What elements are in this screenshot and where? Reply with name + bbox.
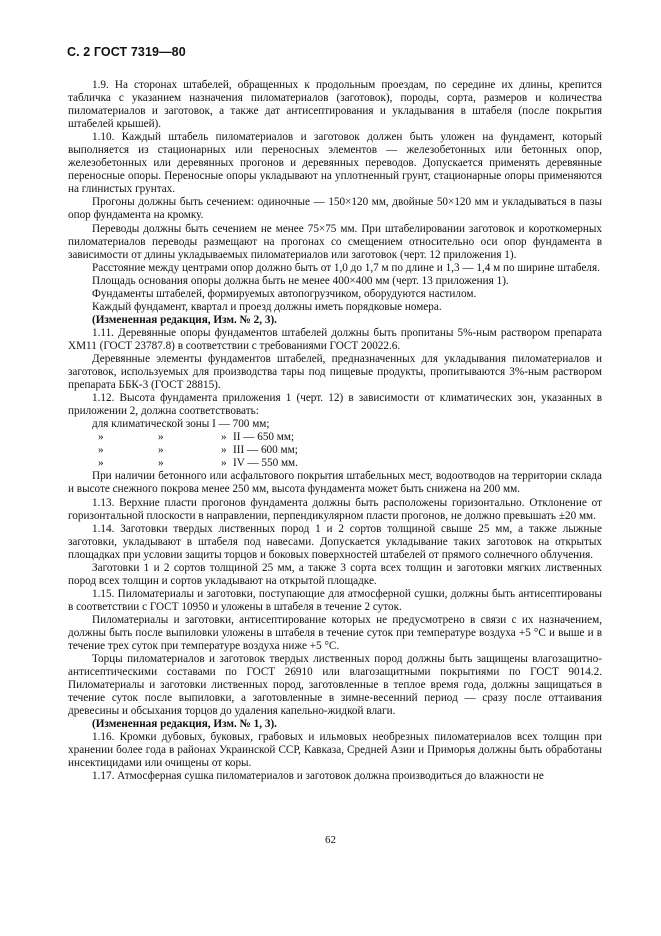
paragraph-1-13: 1.13. Верхние пласти прогонов фундамента должны быть расположены горизонтально. Отклонение от горизонтальной плоскости в направлении, перпендикулярном пласти прогонов, не должно превышать ±20 мм. xyxy=(68,496,602,522)
page-number: 62 xyxy=(325,834,336,846)
climate-zone-row-3 xyxy=(92,444,602,457)
paragraph-numbering: Каждый фундамент, квартал и проезд должны иметь порядковые номера. xyxy=(92,300,442,313)
paragraph-1-17: 1.17. Атмосферная сушка пиломатериалов и заготовок должна производиться до влажности не xyxy=(92,770,544,783)
ditto-mark: » xyxy=(98,457,104,470)
paragraph-end-protection: Торцы пиломатериалов и заготовок твердых лиственных пород должны быть защищены влагозащитно-антисептическими составами по ГОСТ 26910 или влагозащитными покрытиями по ГОСТ 9014.2. Пиломатериалы и заготовки лиственных пород, заготовленные в теплое время года, должны защищаться в течение суток после выпиловки, а заготовленные в зимне-весенний период — сразу после оттаивания древесины и обсыхания торцов до удаления капельно-жидкой влаги. xyxy=(68,653,602,718)
paragraph-no-antiseptic: Пиломатериалы и заготовки, антисептирование которых не предусмотрено в связи с их назначением, должны быть после выпиловки уложены в штабеля в течение суток при температуре воздуха +5 °С и выше и в течение трех суток при температуре воздуха ниже +5 °С. xyxy=(68,613,602,653)
climate-zone-list xyxy=(92,418,602,470)
zone-height: II — 650 мм; xyxy=(233,431,295,444)
ditto-mark: » xyxy=(98,444,104,457)
paragraph-1-14: 1.14. Заготовки твердых лиственных пород 1 и 2 сортов толщиной свыше 25 мм, а также лыжные заготовки, укладывают в штабеля под навесами. Допускается укладывание таких заготовок на открытых площадках при условии защиты торцов и боковых поверхностей штабелей от прямого солнечного облучения. xyxy=(68,522,602,561)
paragraph-wood-elements: Деревянные элементы фундаментов штабелей, предназначенных для укладывания пиломатериалов и заготовок, используемых для производства тары под пищевые продукты, пропитываются 3%-ным раствором препарата ББК-3 (ГОСТ 28815). xyxy=(68,352,602,392)
climate-zone-row-1: для климатической зоны I — 700 мм; xyxy=(92,418,270,431)
document-body xyxy=(68,79,602,784)
paragraph-foundation-flooring: Фундаменты штабелей, формируемых автопогрузчиком, оборудуются настилом. xyxy=(92,287,477,300)
amendment-note-1: (Измененная редакция, Изм. № 2, 3). xyxy=(92,313,277,326)
ditto-mark: » xyxy=(221,457,227,470)
ditto-mark: » xyxy=(158,457,164,470)
paragraph-1-15: 1.15. Пиломатериалы и заготовки, поступающие для атмосферной сушки, должны быть антисептированы в соответствии с ГОСТ 10950 и уложены в штабеля в течение 2 суток. xyxy=(68,587,602,613)
amendment-note-2: (Измененная редакция, Изм. № 1, 3). xyxy=(92,718,277,731)
ditto-mark: » xyxy=(158,444,164,457)
climate-zone-row-2 xyxy=(92,431,602,444)
paragraph-concrete-coverage: При наличии бетонного или асфальтового покрытия штабельных мест, водоотводов на территории склада и высоте снежного покрова менее 250 мм, высота фундамента может быть снижена на 200 мм. xyxy=(68,470,602,496)
paragraph-open-storage: Заготовки 1 и 2 сортов толщиной 25 мм, а также 3 сорта всех толщин и заготовки мягких лиственных пород всех толщин и сортов укладывают на открытой площадке. xyxy=(68,561,602,587)
page-header: С. 2 ГОСТ 7319—80 xyxy=(67,45,186,59)
ditto-mark: » xyxy=(98,431,104,444)
zone-height: III — 600 мм; xyxy=(233,444,298,457)
climate-zone-row-4 xyxy=(92,457,602,470)
zone-height: IV — 550 мм. xyxy=(233,457,298,470)
ditto-mark: » xyxy=(158,431,164,444)
paragraph-support-distance: Расстояние между центрами опор должно быть от 1,0 до 1,7 м по длине и 1,3 — 1,4 м по ширине штабеля. xyxy=(92,261,600,274)
paragraph-1-12: 1.12. Высота фундамента приложения 1 (черт. 12) в зависимости от климатических зон, указанных в приложении 2, должна соответствовать: xyxy=(68,392,602,418)
paragraph-support-area: Площадь основания опоры должна быть не менее 400×400 мм (черт. 13 приложения 1). xyxy=(92,274,509,287)
paragraph-1-9: 1.9. На сторонах штабелей, обращенных к продольным проездам, по середине их длины, крепится табличка с указанием назначения пиломатериалов (заготовок), породы, сорта, размеров и количества пиломатериалов и заготовок, а также дат антисептирования и укладывания в штабеля (после покрытия штабелей крышей). xyxy=(68,79,602,131)
paragraph-crossbars: Переводы должны быть сечением не менее 75×75 мм. При штабелировании заготовок и короткомерных пиломатериалов переводы размещают на прогонах со смещением относительно оси опор фундамента в зависимости от длины укладываемых пиломатериалов или заготовок (черт. 12 приложения 1). xyxy=(68,222,602,261)
paragraph-1-11: 1.11. Деревянные опоры фундаментов штабелей должны быть пропитаны 5%-ным раствором препарата ХМ11 (ГОСТ 23787.8) в соответствии с требованиями ГОСТ 20022.6. xyxy=(68,326,602,352)
paragraph-1-16: 1.16. Кромки дубовых, буковых, грабовых и ильмовых необрезных пиломатериалов всех толщин при хранении более года в районах Украинской ССР, Кавказа, Средней Азии и Приморья должны быть обработаны инсектицидами или очищены от коры. xyxy=(68,731,602,770)
paragraph-1-10: 1.10. Каждый штабель пиломатериалов и заготовок должен быть уложен на фундамент, который выполняется из стационарных или переносных элементов — железобетонных или бетонных опор, железобетонных или деревянных прогонов и деревянных переводов. Допускается применять деревянные переносные опоры. Переносные опоры укладывают на уплотненный грунт, стационарные опоры применяются на глинистых грунтах. xyxy=(68,131,602,196)
ditto-mark: » xyxy=(221,444,227,457)
paragraph-girders: Прогоны должны быть сечением: одиночные — 150×120 мм, двойные 50×120 мм и укладываться в пазы опор фундамента на кромку. xyxy=(68,196,602,222)
ditto-mark: » xyxy=(221,431,227,444)
